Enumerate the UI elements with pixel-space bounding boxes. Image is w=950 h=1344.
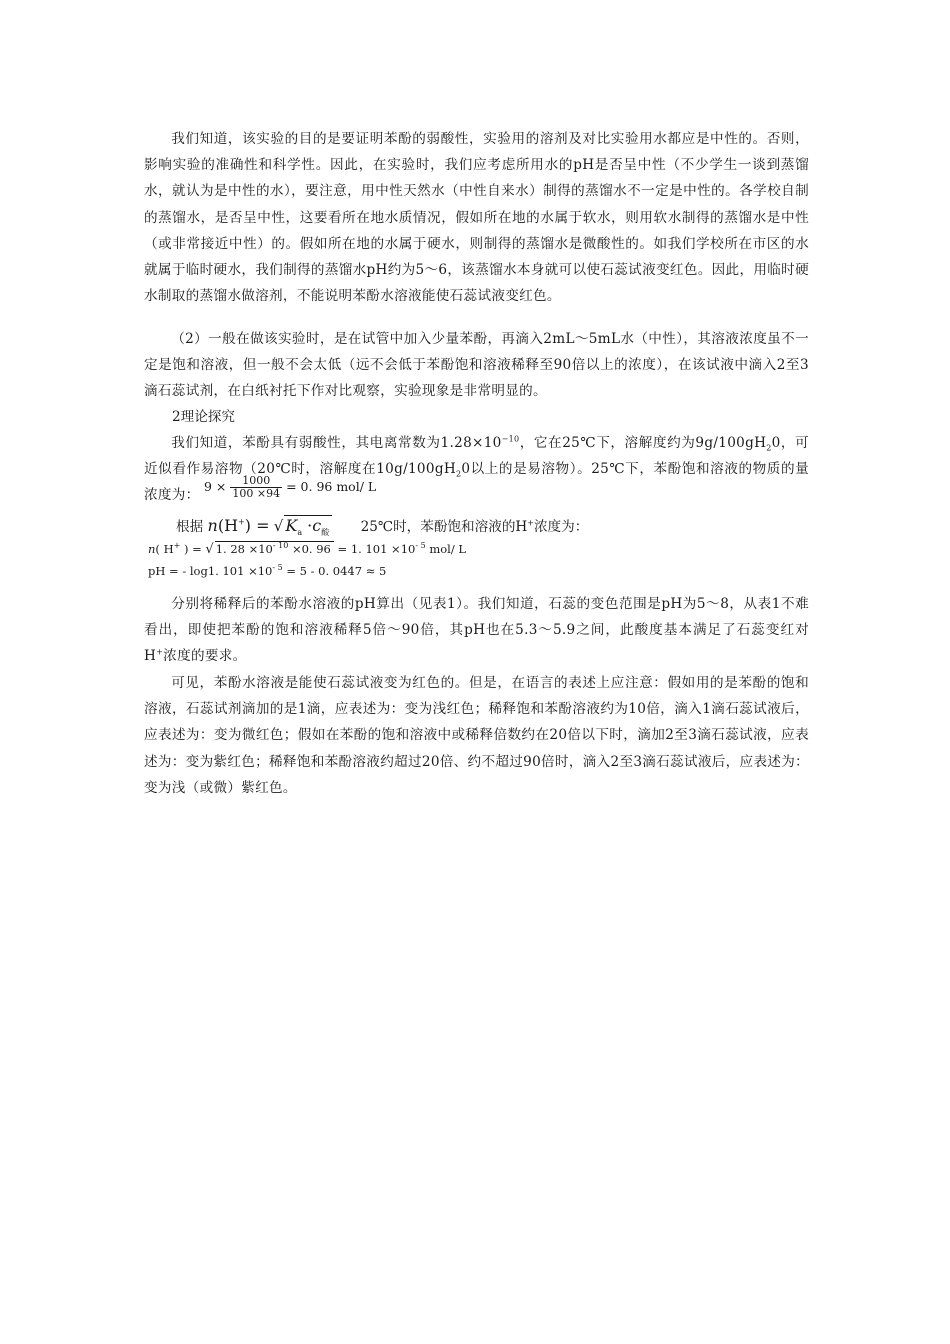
paragraph-distilled-water: 我们知道，该实验的目的是要证明苯酚的弱酸性，实验用的溶剂及对比实验用水都应是中性的。否则，影响实验的准确性和科学性。因此，在实验时，我们应考虑所用水的pH是否呈中性（不少学生一谈到蒸馏水，就认为是中性的水），要注意，用中性天然水（中性自来水）制得的蒸馏水不一定是中性的。各学校自制的蒸馏水，是否呈中性，这要看所在地水质情况，假如所在地的水属于软水，则用软水制得的蒸馏水是中性（或非常接近中性）的。假如所在地的水属于硬水，则制得的蒸馏水是微酸性的。如我们学校所在市区的水就属于临时硬水，我们制得的蒸馏水pH约为5～6，该蒸馏水本身就可以使石蕊试液变红色。因此，用临时硬水制取的蒸馏水做溶剂，不能说明苯酚水溶液能使石蕊试液变红色。 — [144, 131, 809, 305]
formula-h-ion: 根据 n(H+) = √ $K_a \cdot c_酸$ 25℃时，苯酚饱和溶液的H+浓度为： — [176, 516, 589, 538]
fraction: $\frac{1000}{100 \times 94}$ — [232, 474, 281, 500]
formula-concentration: 9 × $\frac{1000}{100 \times 94}$ = 0. 96 mol/ L — [204, 474, 377, 500]
section-heading-theory: 2理论探究 — [172, 409, 236, 425]
formula-ph: pH = - log1. $101 \times 10^{- 5} = 5 - 0$. 0447 ≈ 5 — [148, 563, 387, 578]
paragraph-experiment-method: （2）一般在做该实验时，是在试管中加入少量苯酚，再滴入2mL～5mL水（中性），其溶液浓度虽不一定是饱和溶液，但一般不会太低（远不会低于苯酚饱和溶液稀释至90倍以上的浓度），在该试液中滴入2至3滴石蕊试剂，在白纸衬托下作对比观察，实验现象是非常明显的。 — [144, 331, 809, 400]
paragraph-conclusion: 可见，苯酚水溶液是能使石蕊试液变为红色的。但是，在语言的表述上应注意：假如用的是苯酚的饱和溶液，石蕊试剂滴加的是1滴，应表述为：变为浅红色；稀释饱和苯酚溶液约为10倍，滴入1滴石蕊试液后，应表述为：变为微红色；假如在苯酚的饱和溶液中或稀释倍数约在20倍以下时，滴加2至3滴石蕊试液，应表述为：变为紫红色；稀释饱和苯酚溶液约超过20倍、约不超过90倍时，滴入2至3滴石蕊试液后，应表述为：变为浅（或微）紫红色。 — [144, 675, 810, 796]
paragraph-ph-results: 分别将稀释后的苯酚水溶液的pH算出（见表1）。我们知道，石蕊的变色范围是pH为5～8，从表1不难看出，即使把苯酚的饱和溶液稀释5倍～90倍，其pH也在5.3～5.9之间，此酸度基本满足了石蕊变红对H+浓度的要求。 — [144, 596, 809, 665]
paragraph-ionization-constant: 我们知道，苯酚具有弱酸性，其电离常数为$1.28\times 10^{-10}$，它在25℃下，溶解度约为$9g/100gH_20$，可近似看作易溶物（20℃时，溶解度在$10g/100gH_20$以上的是易溶物）。25℃下，苯酚饱和溶液的物质的量浓度为： — [144, 434, 810, 504]
formula-h-ion-calc: n( H+ ) = √ 1. $28 \times 10^{- 10} \times 0$. 96 = 1. $101 \times 10^{- 5}$ mol/ L — [148, 541, 467, 557]
